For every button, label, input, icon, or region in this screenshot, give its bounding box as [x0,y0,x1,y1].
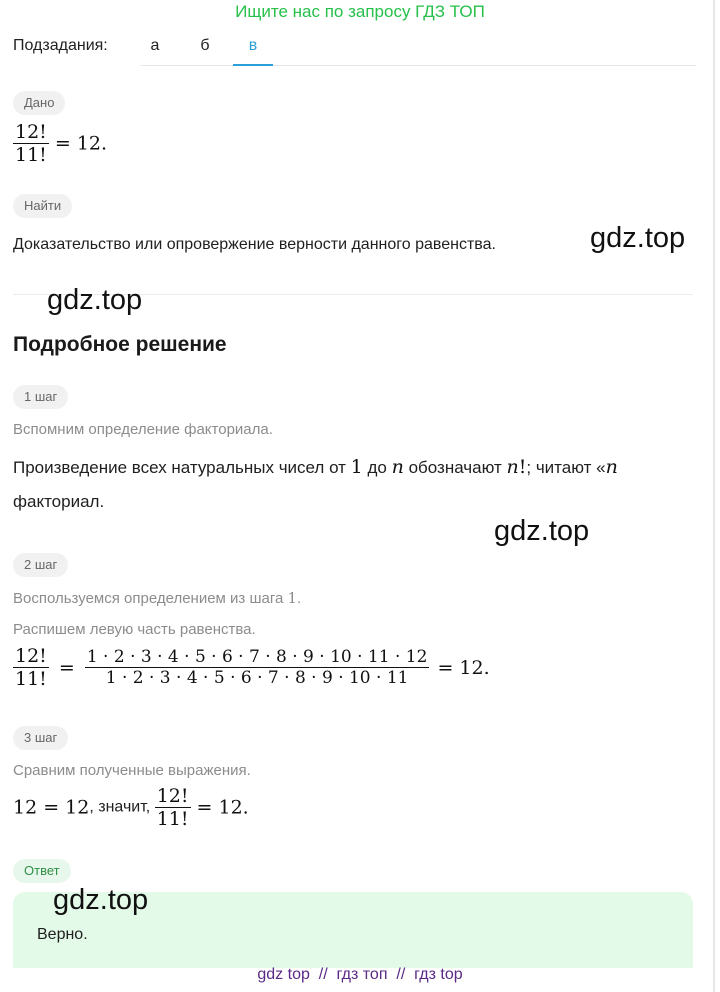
variable-n: n [605,456,618,478]
step2-numerator: 12! [15,645,47,667]
tab-v[interactable]: в [233,37,273,66]
step2-denominator: 11! [15,668,47,690]
step1-definition-line [13,456,618,478]
tab-a[interactable]: а [150,37,160,54]
answer-text: Верно. [37,926,88,943]
subtasks-label: Подзадания: [13,37,108,54]
given-denominator: 11! [15,144,47,166]
search-banner: Ищите нас по запросу ГДЗ ТОП [235,2,485,21]
given-chip: Дано [13,91,65,115]
number-one: 1 [350,456,363,478]
step1-chip: 1 шаг [13,385,68,409]
step3-denominator: 11! [156,808,189,830]
factorial-sign: ! [518,456,527,478]
find-chip: Найти [13,194,72,218]
step2-equals: = [58,656,75,679]
given-fraction [13,121,49,166]
find-text: Доказательство или опровержение верности данного равенства. [13,236,496,253]
watermark: gdz.top [53,884,149,916]
step3-chip: 3 шаг [13,726,68,750]
step2-product-denominator: 1 · 2 · 3 · 4 · 5 · 6 · 7 · 8 · 9 · 10 · 11 [85,667,430,688]
definition-text: до [362,458,392,477]
watermark: gdz.top [590,222,686,254]
step3-equation [13,785,249,830]
given-numerator: 12! [15,121,47,143]
answer-chip: Ответ [13,859,71,883]
variable-n: n [391,456,404,478]
step3-connector: , значит, [89,798,155,816]
step3-fraction [155,785,191,830]
step1-hint: Вспомним определение факториала. [13,421,273,438]
given-equation [13,121,107,166]
definition-text: ; читают « [526,458,606,477]
step2-product-numerator: 1 · 2 · 3 · 4 · 5 · 6 · 7 · 8 · 9 · 10 · 11 · 12 [86,647,428,667]
variable-n: n [506,456,519,478]
tab-b[interactable]: б [200,37,210,54]
step2-fraction [13,645,49,690]
definition-text: Произведение всех натуральных чисел от [13,458,351,477]
watermark: gdz.top [47,284,143,316]
step2-product-fraction [85,647,430,688]
footer-links[interactable]: gdz top // гдз топ // гдз top [257,966,463,983]
definition-text: обозначают [403,458,507,477]
step3-rhs: = 12. [196,796,249,819]
step3-lhs: 12 = 12 [13,796,90,819]
given-rhs: = 12. [54,132,108,155]
step2-equation [13,645,490,690]
step2-rhs: = 12. [437,656,490,679]
step3-numerator: 12! [156,785,189,807]
tabs-underline-rule [140,65,696,66]
step2-chip: 2 шаг [13,553,68,577]
step2-hint [13,589,301,607]
watermark: gdz.top [494,515,590,547]
right-edge-rule [713,0,715,992]
solution-heading: Подробное решение [13,333,227,356]
step-number: 1 [287,589,298,607]
step1-definition-line2: факториал. [13,492,105,511]
hint-text: Воспользуемся определением из шага [13,590,288,607]
step3-hint: Сравним полученные выражения. [13,762,251,779]
step2-hint2: Распишем левую часть равенства. [13,621,256,638]
hint-text: . [297,590,302,607]
